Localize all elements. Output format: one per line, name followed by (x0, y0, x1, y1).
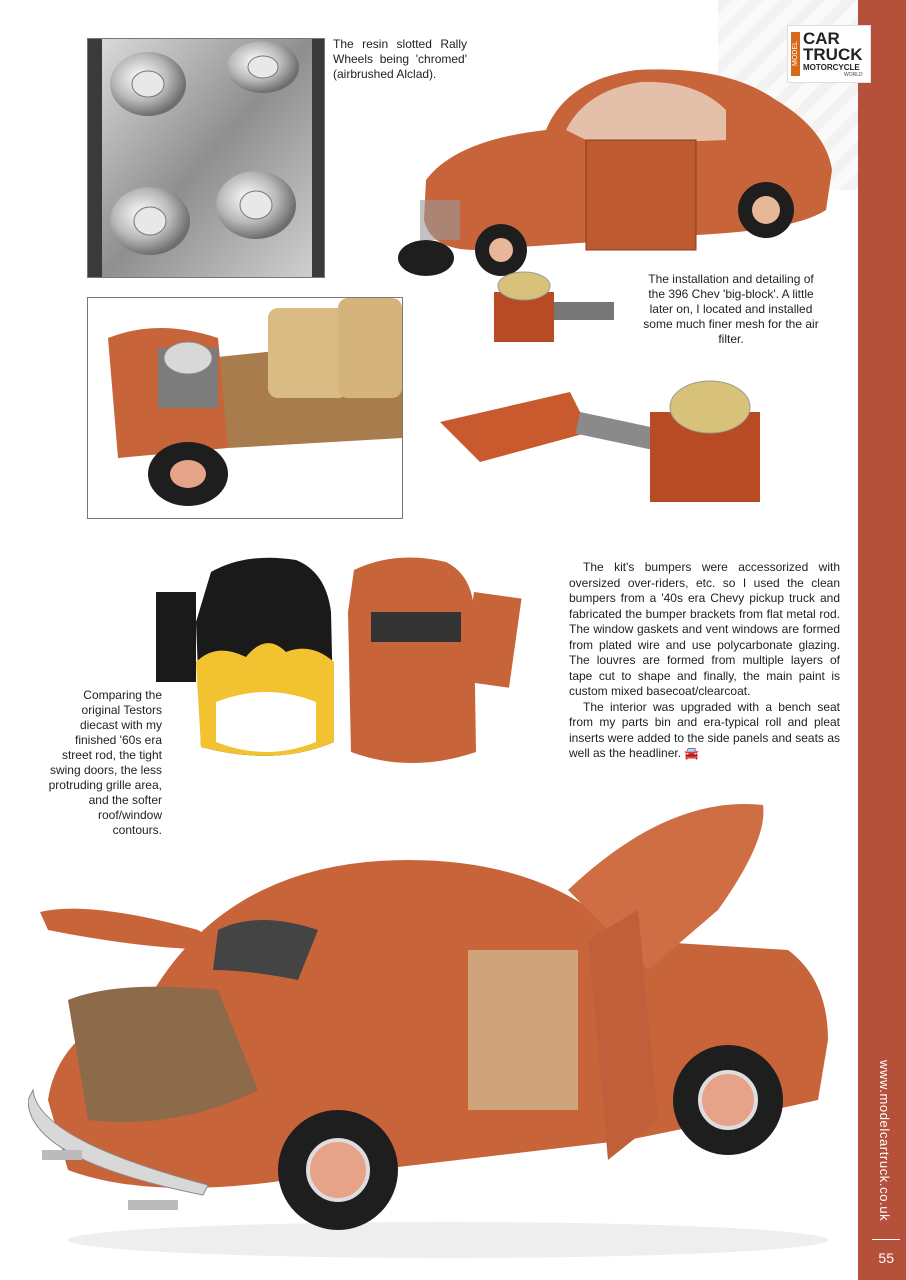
logo-truck: TRUCK (803, 45, 863, 64)
photo-wheels (87, 38, 325, 278)
page-number: 55 (878, 1250, 894, 1266)
website-url[interactable]: www.modelcartruck.co.uk (877, 1060, 892, 1222)
logo-world: WORLD (844, 72, 863, 78)
caption-comparison: Comparing the original Testors diecast with my finished '60s era street rod, the tight swing doors, the less protruding grille area, and the softer roof/window contours. (48, 688, 162, 837)
logo-model: MODEL (791, 32, 800, 76)
photo-chassis-interior (87, 297, 403, 519)
logo-motorcycle: MOTORCYCLE (803, 63, 860, 72)
caption-wheels: The resin slotted Rally Wheels being 'chromed' (airbrushed Alclad). (333, 37, 467, 81)
article-body (569, 560, 840, 762)
car-icon: 🚘 (684, 746, 700, 760)
page-number-rule (872, 1239, 900, 1240)
photo-coupe-doors-open (396, 60, 836, 280)
photo-engine-transmission (440, 372, 785, 522)
caption-engine: The installation and detailing of the 396 Chev 'big-block'. A little later on, I located and installed some much finer mesh for the air filter. (643, 272, 819, 346)
logo-car: CAR (803, 29, 840, 48)
body-paragraph-1: The kit's bumpers were accessorized with oversized over-riders, etc. so I used the clean bumpers from a '40s era Chevy pickup truck and fabricated the bumper brackets from flat metal rod. The window gaskets and vent windows are formed from plated wire and use polycarbonate glazing. The louvres are formed from multiple layers of tape cut to shape and finally, the main paint is custom mixed basecoat/clearcoat. (569, 560, 840, 698)
photo-engine-small (484, 262, 620, 352)
photo-comparison-two-cars (156, 552, 526, 780)
side-bar (858, 0, 906, 1280)
body-paragraph-2-text: The interior was upgraded with a bench seat from my parts bin and era-typical roll and pleat inserts were added to the side panels and seats as well as the headliner. (569, 699, 840, 760)
body-paragraph-2 (569, 700, 840, 762)
photo-hero-coupe (28, 800, 840, 1260)
